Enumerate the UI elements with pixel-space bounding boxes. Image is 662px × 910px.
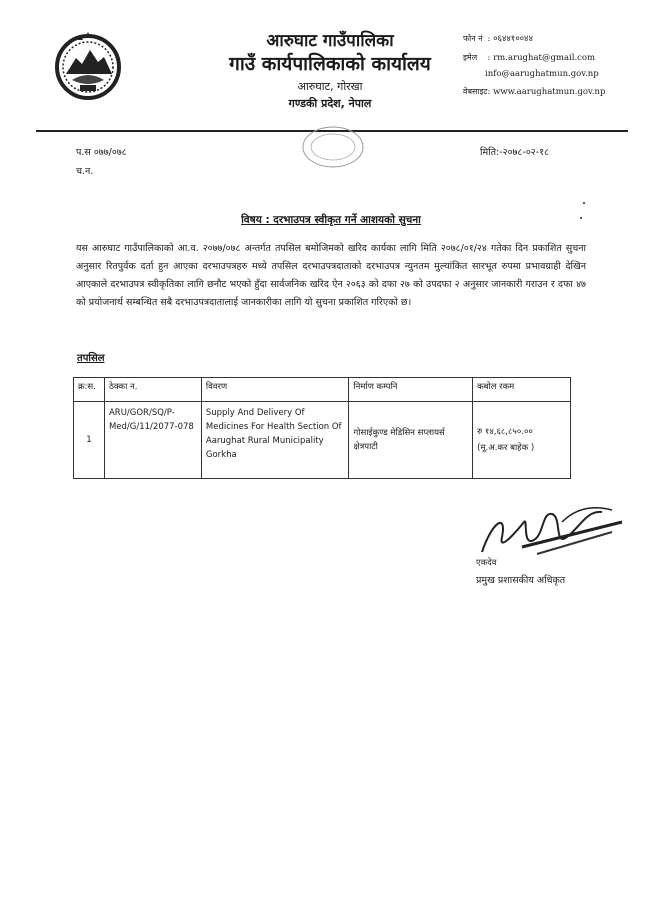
government-emblem-icon [52, 30, 124, 100]
scan-mark [583, 202, 585, 204]
cell-company: गोसाईकुण्ड मेडिसिन सप्लायर्स क्षेत्रपाटी [349, 402, 473, 479]
signatory-title: प्रमुख प्रशासकीय अधिकृत [476, 575, 566, 586]
contact-email [463, 52, 595, 63]
subject-text: विषय : दरभाउपत्र स्वीकृत गर्ने आशयको सुचना [241, 214, 421, 226]
contact-value: info@aarughatmun.gov.np [485, 69, 599, 79]
contact-value: : rm.arughat@gmail.com [487, 53, 596, 63]
table-row [74, 402, 571, 479]
contact-label: वेबसाइट [463, 87, 488, 96]
col-header-company: निर्माण कम्पनि [349, 378, 473, 402]
amount-note: (मू.अ.कर बाहेक ) [477, 443, 535, 453]
contact-email-2 [485, 69, 599, 79]
contact-label: इमेल [463, 53, 478, 62]
col-header-amount: कबोल रकम [473, 378, 571, 402]
address-line-1: आरुघाट, गोरखा [297, 80, 363, 93]
schedule-heading: तपसिल [77, 353, 105, 364]
cell-amount [473, 402, 571, 479]
subject-line [0, 213, 662, 227]
office-stamp-icon [298, 125, 368, 175]
col-header-description: विवरण [201, 378, 349, 402]
col-header-sn: क्र:स. [74, 378, 105, 402]
dispatch-number: च.न. [76, 166, 94, 177]
cell-description: Supply And Delivery Of Medicines For Health Section Of Aarughat Rural Municipality Gorkha [201, 402, 349, 479]
cell-sn: 1 [74, 402, 105, 479]
contact-value: : www.aarughatmun.gov.np [487, 87, 606, 97]
letter-date: मिति:-२०७८-०२-१८ [480, 147, 550, 158]
reference-number: प.स ०७७/०७८ [76, 147, 127, 158]
bid-table [73, 377, 571, 479]
contact-phone [463, 33, 533, 44]
col-header-contract: ठेक्का न. [104, 378, 201, 402]
contact-website [463, 86, 605, 97]
contact-label: फोन नं [463, 34, 483, 43]
signatory-name: एकदेव [476, 558, 497, 568]
table-header-row [74, 378, 571, 402]
org-name: आरुघाट गाउँपालिका [266, 31, 394, 51]
office-name: गाउँ कार्यपालिकाको कार्यालय [229, 53, 431, 75]
amount-value: रु १४,६८,८५०.०० [477, 427, 533, 437]
address-line-2: गण्डकी प्रदेश, नेपाल [288, 97, 372, 110]
notice-body: यस आरुघाट गाउँपालिकाको आ.व. २०७७/०७८ अन्तर्गत तपसिल बमोजिमको खरिद कार्यका लागि मिति २०७८/०१/२४ गतेका दिन प्रकाशित सुचना अनुसार रितपुर्वक दर्ता हुन आएका दरभाउपत्रहरु मध्ये तपसिल दरभाउपत्रदाताको दरभाउपत्र न्युनतम मुल्यांकित सारभूत रुपमा प्रभावग्राही देखिन आएकाले दरभाउपत्र स्वीकृतिका लागि छनौट भएको हुँदा सार्वजनिक खरिद ऐन २०६३ को दफा २७ को उपदफा २ अनुसार जानकारी गराउन र दफा ४७ को प्रयोजनार्थ सम्बन्धित सबै दरभाउपत्रदातालाई जानकारीका लागि यो सुचना प्रकाशित गरिएको छ। [76, 243, 586, 308]
cell-contract-no: ARU/GOR/SQ/P-Med/G/11/2077-078 [104, 402, 201, 479]
contact-value: : ०६४४१००४४ [487, 34, 533, 44]
